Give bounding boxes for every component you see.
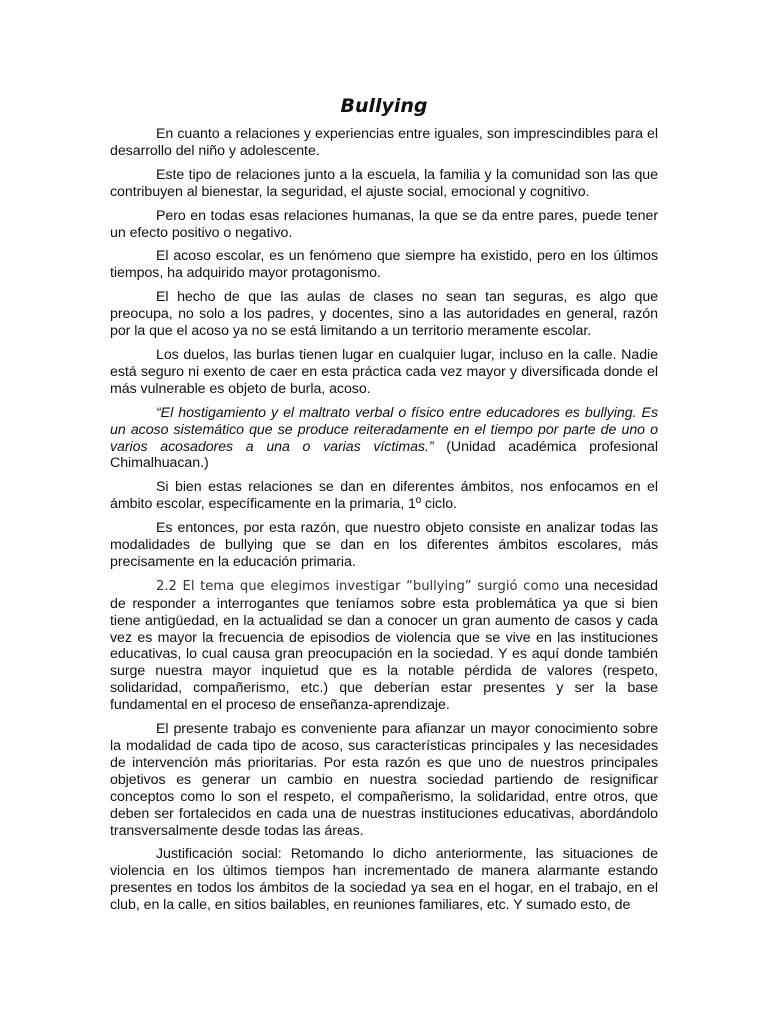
quote-text: “El hostigamiento y el maltrato verbal o físico entre educadores es bullying. Es un acoso sistemático que se produce reiteradamente en el tiempo por parte de uno o varios acosadores a una o varias víctimas.” [110, 404, 658, 455]
quote-paragraph [110, 405, 658, 473]
paragraph-8: Es entonces, por esta razón, que nuestro objeto consiste en analizar todas las modalidades de bullying que se dan en los diferentes ámbitos escolares, más precisamente en la educación primaria. [110, 520, 658, 570]
paragraph-3: Pero en todas esas relaciones humanas, la que se da entre pares, puede tener un efecto positivo o negativo. [110, 207, 658, 241]
paragraph-10: Justificación social: Retomando lo dicho anteriormente, las situaciones de violencia en los últimos tiempos han incrementado de manera alarmante estando presentes en todos los ámbitos de la sociedad ya sea en el hogar, en el trabajo, en el club, en la calle, en sitios bailables, en reuniones familiares, etc. Y sumado esto, de [110, 846, 658, 914]
paragraph-2: Este tipo de relaciones junto a la escuela, la familia y la comunidad son las que contribuyen al bienestar, la seguridad, el ajuste social, emocional y cognitivo. [110, 166, 658, 200]
section-paragraph [110, 578, 658, 714]
paragraph-4: El acoso escolar, es un fenómeno que siempre ha existido, pero en los últimos tiempos, ha adquirido mayor protagonismo. [110, 248, 658, 282]
quote-source: (Unidad académica profesional Chimalhuacan.) [110, 438, 658, 472]
paragraph-1: En cuanto a relaciones y experiencias entre iguales, son imprescindibles para el desarrollo del niño y adolescente. [110, 126, 658, 159]
paragraph-6: Los duelos, las burlas tienen lugar en cualquier lugar, incluso en la calle. Nadie está seguro ni exento de caer en esta práctica cada vez mayor y diversificada donde el más vulnerable es objeto de burla, acoso. [110, 346, 658, 397]
document-page [110, 94, 658, 921]
paragraph-9: El presente trabajo es conveniente para afianzar un mayor conocimiento sobre la modalidad de cada tipo de acoso, sus características principales y las necesidades de intervención más prioritarias. Por esta razón es que uno de nuestros principales objetivos es generar un cambio en nuestra sociedad partiendo de resignificar conceptos como lo son el respeto, el compañerismo, la solidaridad, entre otros, que deben ser fortalecidos en cada una de nuestras instituciones educativas, abordándolo transversalmente desde todas las áreas. [110, 721, 658, 839]
paragraph-5: El hecho de que las aulas de clases no sean tan seguras, es algo que preocupa, no solo a los padres, y docentes, sino a las autoridades en general, razón por la que el acoso ya no se está limitando a un territorio meramente escolar. [110, 289, 658, 340]
paragraph-7: Si bien estas relaciones se dan en diferentes ámbitos, nos enfocamos en el ámbito escolar, específicamente en la primaria, 1º ciclo. [110, 479, 658, 513]
section-number-text: 2.2 El tema que elegimos investigar “bullying” surgió como [156, 578, 560, 594]
section-rest-text: una necesidad de responder a interrogantes que teníamos sobre esta problemática ya que si bien tiene antigüedad, en la actualidad se dan a conocer un gran aumento de casos y cada vez es mayor la frecuencia de episodios de violencia que se vive en las instituciones educativas, lo cual causa gran preocupación en la sociedad. Y es aquí donde también surge nuestra mayor inquietud que es la notable pérdida de valores (respeto, solidaridad, compañerismo, etc.) que deberían estar presentes y ser la base fundamental en el proceso de enseñanza-aprendizaje. [110, 577, 658, 714]
document-title: Bullying [340, 95, 428, 117]
